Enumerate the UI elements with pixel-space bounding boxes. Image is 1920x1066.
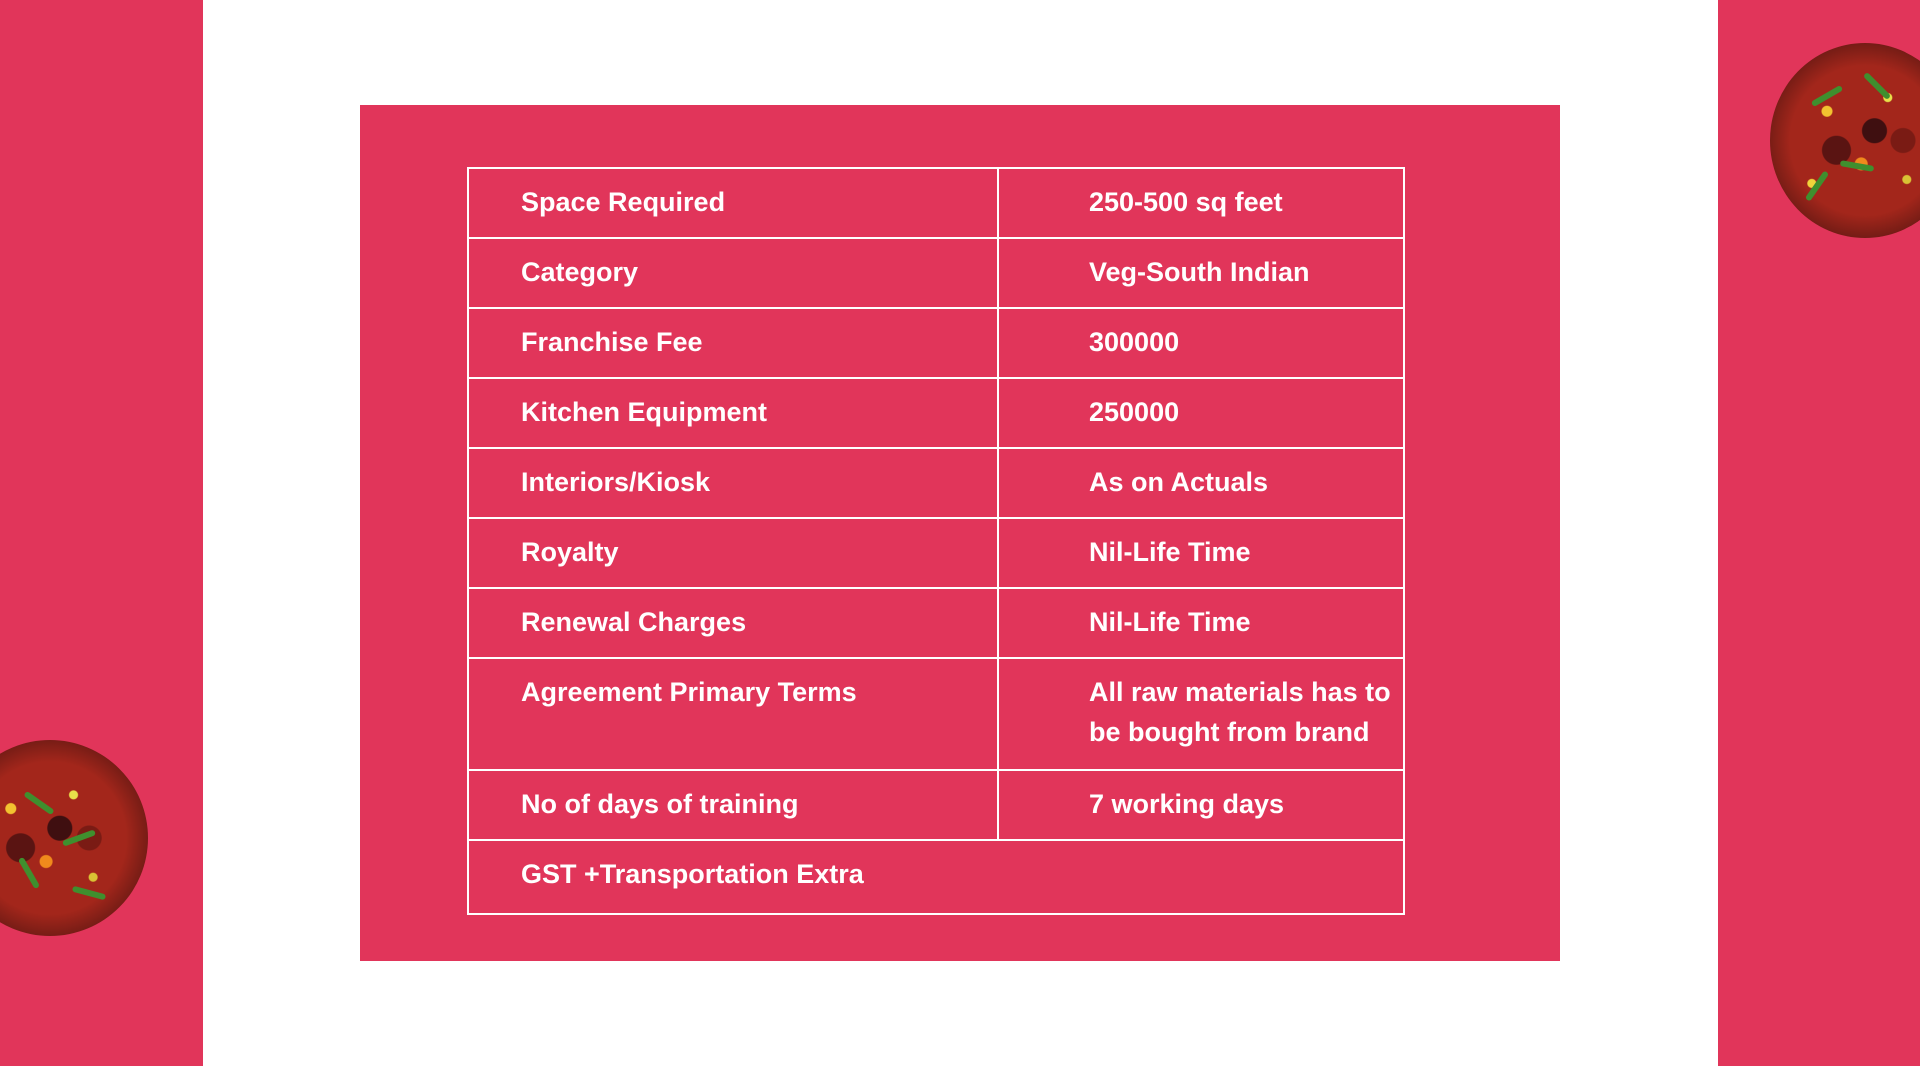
row-value: Veg-South Indian	[998, 238, 1404, 308]
table-footer-row	[468, 840, 1404, 914]
row-value: 250-500 sq feet	[998, 168, 1404, 238]
table-row	[468, 168, 1404, 238]
table-row	[468, 308, 1404, 378]
row-label: Franchise Fee	[468, 308, 998, 378]
herb-leaf	[1811, 85, 1843, 107]
row-value: Nil-Life Time	[998, 588, 1404, 658]
row-value: As on Actuals	[998, 448, 1404, 518]
row-value	[998, 658, 1404, 770]
table-row	[468, 518, 1404, 588]
row-label: No of days of training	[468, 770, 998, 840]
franchise-details-panel	[360, 105, 1560, 961]
herb-leaf	[23, 791, 54, 815]
row-value-line: be bought from brand	[1089, 717, 1370, 747]
row-label: Interiors/Kiosk	[468, 448, 998, 518]
row-label: Renewal Charges	[468, 588, 998, 658]
row-label: Category	[468, 238, 998, 308]
row-label: Agreement Primary Terms	[468, 658, 998, 770]
table-row	[468, 770, 1404, 840]
row-value-line: All raw materials has to	[1089, 677, 1391, 707]
herb-leaf	[18, 857, 40, 889]
herb-leaf	[1805, 170, 1829, 201]
left-side-band	[0, 0, 203, 1066]
table-row	[468, 378, 1404, 448]
footer-note: GST +Transportation Extra	[468, 840, 1404, 914]
herb-leaf	[62, 829, 96, 846]
row-value: 7 working days	[998, 770, 1404, 840]
table-row	[468, 238, 1404, 308]
franchise-details-table	[467, 167, 1405, 915]
right-side-band	[1718, 0, 1920, 1066]
row-value: 250000	[998, 378, 1404, 448]
row-label: Kitchen Equipment	[468, 378, 998, 448]
row-value: Nil-Life Time	[998, 518, 1404, 588]
table-row	[468, 448, 1404, 518]
row-value: 300000	[998, 308, 1404, 378]
food-dish-photo	[1770, 43, 1920, 238]
row-label: Royalty	[468, 518, 998, 588]
food-dish-photo	[0, 740, 148, 936]
herb-leaf	[1840, 160, 1875, 172]
table-row	[468, 588, 1404, 658]
row-label: Space Required	[468, 168, 998, 238]
herb-leaf	[1863, 72, 1891, 100]
table-row	[468, 658, 1404, 770]
herb-leaf	[72, 886, 106, 901]
